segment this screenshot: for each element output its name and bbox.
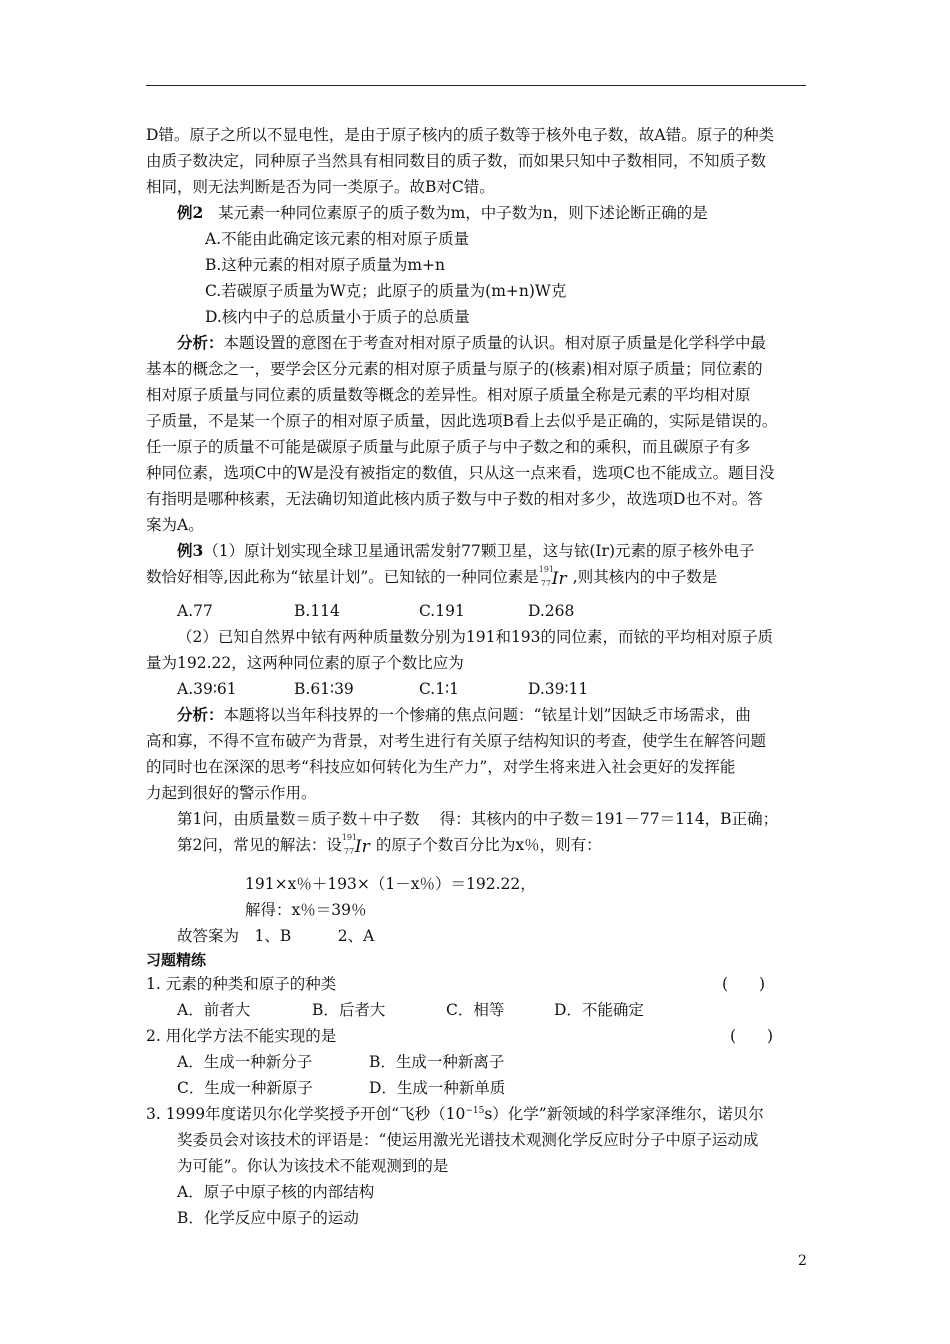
option-a: A．前者大 bbox=[177, 1001, 251, 1019]
exercise-2-question: 2. 用化学方法不能实现的是 bbox=[146, 1027, 337, 1045]
option-b: B．生成一种新离子 bbox=[369, 1053, 505, 1071]
analysis-label: 分析： bbox=[177, 333, 224, 352]
analysis-1-line: 子质量，不是某一个原子的相对原子质量，因此选项B看上去似乎是正确的，实际是错误的。 bbox=[146, 412, 778, 430]
analysis-1-line: 分析：本题设置的意图在于考查对相对原子质量的认识。相对原子质量是化学科学中最 bbox=[177, 333, 767, 352]
answer-blank: ( ) bbox=[730, 1027, 774, 1045]
header-rule bbox=[146, 85, 806, 86]
example-3-line: 例3（1）原计划实现全球卫星通讯需发射77颗卫星，这与铱(Ir)元素的原子核外电子 bbox=[177, 541, 755, 560]
equation: 191×x％＋193×（1－x％）＝192.22， bbox=[245, 875, 536, 893]
analysis-1-line: 案为A。 bbox=[146, 516, 204, 534]
option-a: A.77 bbox=[177, 602, 213, 620]
isotope-symbol: 191 77 Ir bbox=[538, 565, 567, 589]
exercise-1-question: 1. 元素的种类和原子的种类 bbox=[146, 975, 337, 993]
option-c: C.若碳原子质量为W克；此原子的质量为(m+n)W克 bbox=[205, 282, 567, 300]
answer-line: 故答案为 1、B 2、A bbox=[177, 927, 375, 945]
option-d: D.39∶11 bbox=[528, 680, 589, 698]
analysis-2-line: 力起到很好的警示作用。 bbox=[146, 784, 317, 802]
option-a: A.不能由此确定该元素的相对原子质量 bbox=[205, 230, 470, 248]
analysis-1-line: 任一原子的质量不可能是碳原子质量与此原子质子与中子数之和的乘积，而且碳原子有多 bbox=[146, 438, 751, 456]
option-a: A．原子中原子核的内部结构 bbox=[177, 1183, 375, 1201]
analysis-2-line: 高和寡，不得不宣布破产为背景，对考生进行有关原子结构知识的考查，使学生在解答问题 bbox=[146, 732, 767, 750]
example-3-line: 量为192.22，这两种同位素的原子个数比应为 bbox=[146, 654, 464, 672]
example-3-line: （2）已知自然界中铱有两种质量数分别为191和193的同位素，而铱的平均相对原子质 bbox=[177, 628, 774, 646]
option-b: B．化学反应中原子的运动 bbox=[177, 1209, 359, 1227]
analysis-1-line: 种同位素，选项C中的W是没有被指定的数值，只从这一点来看，选项C也不能成立。题目没 bbox=[146, 464, 775, 482]
option-c: C.1∶1 bbox=[419, 680, 459, 698]
para-line: D错。原子之所以不显电性，是由于原子核内的质子数等于核外电子数，故A错。原子的种类 bbox=[146, 126, 775, 144]
solution-line: 第2问，常见的解法：设 191 77 Ir 的原子个数百分比为x％，则有： bbox=[177, 833, 602, 857]
answer-blank: ( ) bbox=[722, 975, 766, 993]
option-a: A.39∶61 bbox=[177, 680, 237, 698]
option-d: D．生成一种新单质 bbox=[369, 1079, 506, 1097]
example-2-question bbox=[177, 203, 708, 223]
option-d: D.核内中子的总质量小于质子的总质量 bbox=[205, 308, 470, 326]
option-b: B.61∶39 bbox=[294, 680, 354, 698]
example-3-label: 例3 bbox=[177, 541, 204, 560]
solution-line: 第1问，由质量数＝质子数＋中子数 得：其核内的中子数＝191－77＝114，B正确； bbox=[177, 810, 779, 828]
analysis-1-line: 相对原子质量与同位素的质量数等概念的差异性。相对原子质量全称是元素的平均相对原 bbox=[146, 386, 751, 404]
option-a: A．生成一种新分子 bbox=[177, 1053, 313, 1071]
option-d: D．不能确定 bbox=[554, 1001, 644, 1019]
exercise-3-line: 为可能”。你认为该技术不能观测到的是 bbox=[177, 1157, 449, 1175]
analysis-1-line: 基本的概念之一，要学会区分元素的相对原子质量与原子的(核素)相对原子质量；同位素的 bbox=[146, 360, 763, 378]
para-line: 相同，则无法判断是否为同一类原子。故B对C错。 bbox=[146, 178, 495, 196]
exercise-3-question: 3. 1999年度诺贝尔化学奖授予开创“飞秒$(10^{-15}s)$化学”新领域的科学家泽维尔，诺贝尔 bbox=[146, 1105, 764, 1123]
equation-result: 解得：x％＝39％ bbox=[245, 901, 367, 919]
example-2-text: 某元素一种同位素原子的质子数为m，中子数为n，则下述论断正确的是 bbox=[218, 204, 708, 222]
section-heading: 习题精练 bbox=[146, 951, 207, 969]
option-c: C．生成一种新原子 bbox=[177, 1079, 313, 1097]
option-b: B.114 bbox=[294, 602, 340, 620]
analysis-1-line: 有指明是哪种核素，无法确切知道此核内质子数与中子数的相对多少，故选项D也不对。答 bbox=[146, 490, 763, 508]
analysis-2-line: 的同时也在深深的思考“科技应如何转化为生产力”，对学生将来进入社会更好的发挥能 bbox=[146, 758, 736, 776]
example-3-line: 数恰好相等,因此称为“铱星计划”。已知铱的一种同位素是 191 77 Ir ,则其核内的中子数是 bbox=[146, 565, 718, 589]
option-b: B．后者大 bbox=[312, 1001, 386, 1019]
option-c: C.191 bbox=[419, 602, 465, 620]
option-b: B.这种元素的相对原子质量为m+n bbox=[205, 256, 445, 274]
exercise-3-line: 奖委员会对该技术的评语是：“使运用激光光谱技术观测化学反应时分子中原子运动成 bbox=[177, 1131, 759, 1149]
analysis-2-line: 分析：本题将以当年科技界的一个惨痛的焦点问题：“铱星计划”因缺乏市场需求，曲 bbox=[177, 705, 751, 724]
option-d: D.268 bbox=[528, 602, 575, 620]
para-line: 由质子数决定，同种原子当然具有相同数目的质子数，而如果只知中子数相同，不知质子数 bbox=[146, 152, 767, 170]
isotope-symbol: 191 77 Ir bbox=[341, 833, 370, 857]
option-c: C．相等 bbox=[446, 1001, 505, 1019]
example-2-label: 例2 bbox=[177, 203, 204, 222]
page-number: 2 bbox=[798, 1253, 807, 1269]
analysis-label: 分析： bbox=[177, 705, 224, 724]
